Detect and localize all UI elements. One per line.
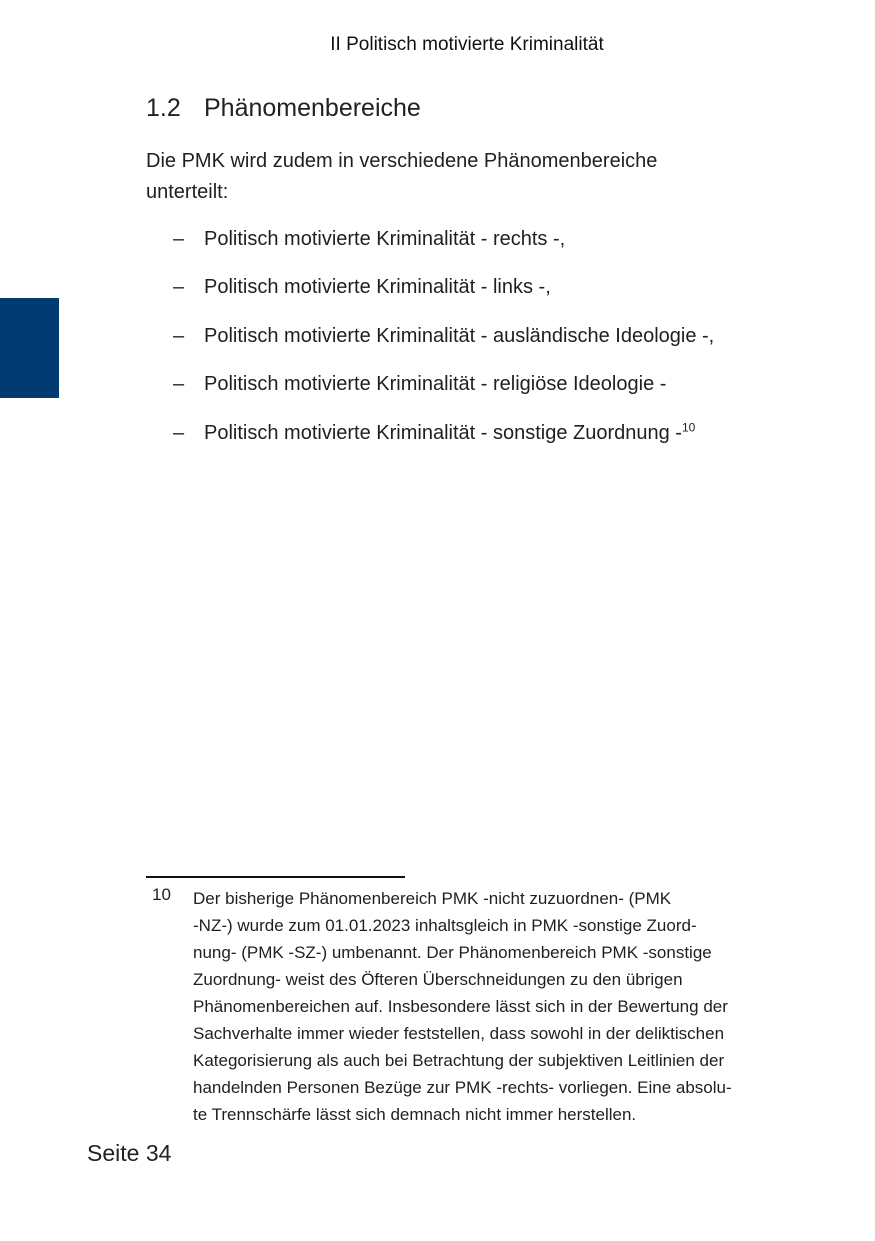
footnote-line: -NZ-) wurde zum 01.01.2023 inhaltsgleich in PMK -sonstige Zuord- bbox=[193, 916, 697, 935]
list-dash: – bbox=[173, 276, 185, 298]
footnote-line: Zuordnung- weist des Öfteren Überschneidungen zu den übrigen bbox=[193, 970, 683, 989]
list-item-text: Politisch motivierte Kriminalität - sonstige Zuordnung - bbox=[204, 422, 682, 444]
footnote-line: Phänomenbereichen auf. Insbesondere lässt sich in der Bewertung der bbox=[193, 997, 728, 1016]
chapter-side-tab bbox=[0, 298, 59, 398]
intro-line-2: unterteilt: bbox=[146, 181, 229, 203]
footnote-number: 10 bbox=[152, 885, 171, 904]
footnote-separator bbox=[146, 876, 405, 878]
section-title: Phänomenbereiche bbox=[204, 94, 421, 122]
footnote-line: Der bisherige Phänomenbereich PMK -nicht zuzuordnen- (PMK bbox=[193, 889, 672, 908]
footnote-line: nung- (PMK -SZ-) umbenannt. Der Phänomenbereich PMK -sonstige bbox=[193, 943, 712, 962]
list-item bbox=[173, 373, 666, 396]
footnote-line: Sachverhalte immer wieder feststellen, dass sowohl in der deliktischen bbox=[193, 1024, 725, 1043]
footnote-line: te Trennschärfe lässt sich demnach nicht immer herstellen. bbox=[193, 1105, 637, 1124]
list-dash: – bbox=[173, 422, 185, 444]
section-number: 1.2 bbox=[146, 94, 181, 122]
list-item bbox=[173, 276, 551, 299]
intro-line-1: Die PMK wird zudem in verschiedene Phänomenbereiche bbox=[146, 150, 658, 172]
footnote-line: Kategorisierung als auch bei Betrachtung der subjektiven Leitlinien der bbox=[193, 1051, 725, 1070]
list-item bbox=[173, 325, 714, 348]
list-dash: – bbox=[173, 373, 185, 395]
section-heading bbox=[146, 94, 421, 123]
intro-paragraph bbox=[146, 146, 726, 208]
list-item-text: Politisch motivierte Kriminalität - links -, bbox=[204, 276, 551, 298]
list-item bbox=[173, 422, 695, 445]
list-item-text: Politisch motivierte Kriminalität - ausländische Ideologie -, bbox=[204, 325, 715, 347]
running-header: II Politisch motivierte Kriminalität bbox=[330, 34, 604, 55]
list-item bbox=[173, 228, 565, 251]
list-item-text: Politisch motivierte Kriminalität - religiöse Ideologie - bbox=[204, 373, 667, 395]
footnote-text bbox=[193, 885, 783, 1128]
list-dash: – bbox=[173, 325, 185, 347]
list-item-text: Politisch motivierte Kriminalität - rechts -, bbox=[204, 228, 566, 250]
footnote-line: handelnden Personen Bezüge zur PMK -rechts- vorliegen. Eine absolu- bbox=[193, 1078, 732, 1097]
list-dash: – bbox=[173, 228, 185, 250]
page-number: Seite 34 bbox=[87, 1140, 172, 1166]
footnote-reference[interactable]: 10 bbox=[681, 420, 696, 435]
